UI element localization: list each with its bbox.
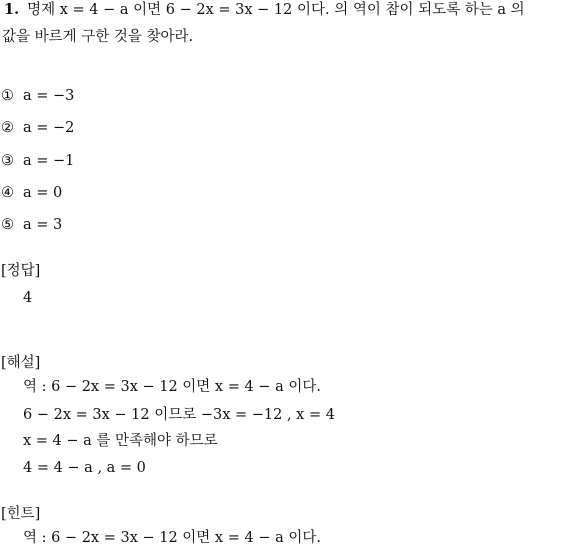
question-text-line-1: 명제 x = 4 − a 이면 6 − 2x = 3x − 12 이다. 의 역이 참이 되도록 하는 a 의 (27, 2, 525, 18)
answer-value: 4 (23, 290, 33, 306)
choice-1 (1, 86, 74, 106)
explanation-heading: [해설] (1, 355, 41, 371)
choice-5-text: a = 3 (23, 217, 63, 233)
choice-2 (1, 118, 74, 138)
hint-heading: [힌트] (1, 506, 41, 522)
question-text-line-2: 값을 바르게 구한 것을 찾아라. (2, 29, 194, 45)
explanation-line-3: x = 4 − a 를 만족해야 하므로 (23, 433, 218, 449)
choice-2-text: a = −2 (23, 120, 75, 136)
question-line-1 (4, 0, 525, 20)
explanation-line-2: 6 − 2x = 3x − 12 이므로 −3x = −12 , x = 4 (23, 407, 335, 423)
choice-5-mark: ⑤ (1, 217, 14, 233)
choice-4 (1, 183, 62, 203)
choice-4-mark: ④ (1, 185, 14, 201)
choice-1-mark: ① (1, 88, 14, 104)
explanation-line-4: 4 = 4 − a , a = 0 (23, 460, 146, 476)
choice-3 (1, 151, 74, 171)
choice-4-text: a = 0 (23, 185, 63, 201)
answer-heading: [정답] (1, 263, 41, 279)
choice-3-mark: ③ (1, 153, 14, 169)
hint-line-1: 역 : 6 − 2x = 3x − 12 이면 x = 4 − a 이다. (23, 530, 321, 546)
choice-1-text: a = −3 (23, 88, 75, 104)
explanation-line-1: 역 : 6 − 2x = 3x − 12 이면 x = 4 − a 이다. (23, 379, 321, 395)
choice-3-text: a = −1 (23, 153, 75, 169)
choice-2-mark: ② (1, 120, 14, 136)
choice-5 (1, 215, 62, 235)
question-number: 1. (4, 1, 20, 18)
